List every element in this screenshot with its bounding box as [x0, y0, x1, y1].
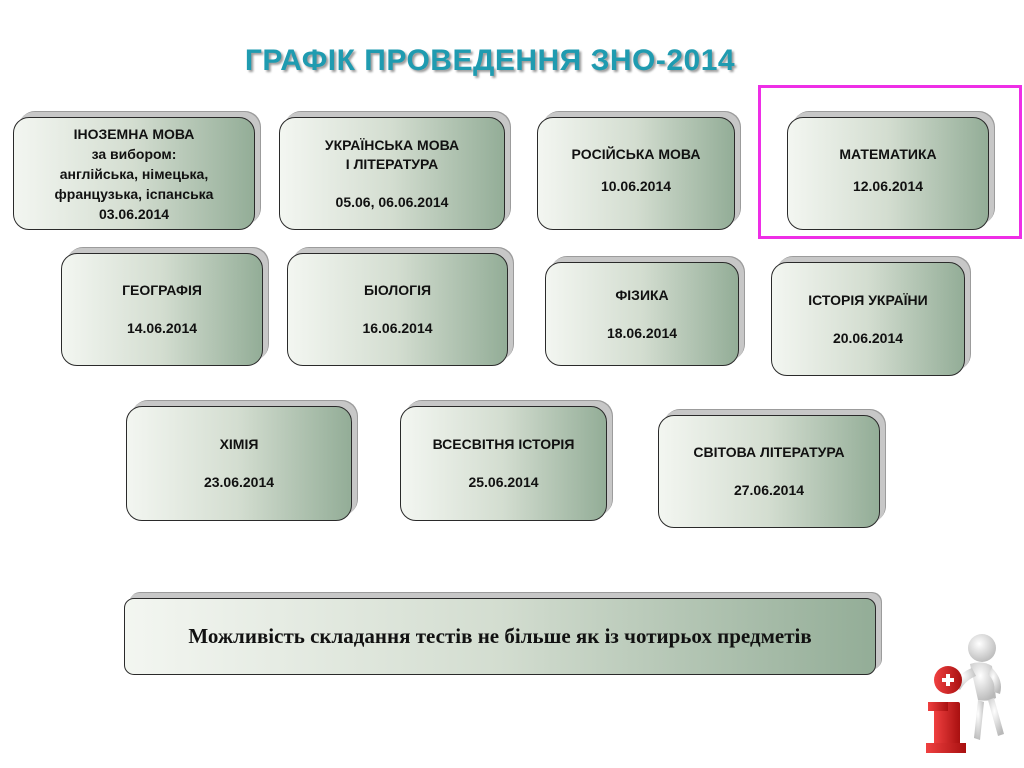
card-biology — [287, 253, 508, 366]
card-subject: ІСТОРІЯ УКРАЇНИ — [808, 291, 928, 308]
card-date: 10.06.2014 — [600, 178, 672, 194]
card-date: 20.06.2014 — [832, 329, 904, 346]
card-subject: ІНОЗЕМНА МОВА — [73, 125, 195, 142]
card-geography — [61, 253, 263, 366]
card-ukrainian-language — [279, 117, 505, 230]
card-subject: СВІТОВА ЛІТЕРАТУРА — [693, 444, 845, 460]
card-date: 14.06.2014 — [126, 320, 198, 336]
card-date: 27.06.2014 — [733, 482, 805, 498]
card-subtitle: французька, іспанська — [54, 185, 214, 202]
card-date: 16.06.2014 — [362, 320, 433, 336]
card-world-literature — [658, 415, 880, 528]
card-subject: ГЕОГРАФІЯ — [122, 282, 202, 298]
card-subject: МАТЕМАТИКА — [839, 146, 937, 162]
card-history-ukraine — [771, 262, 965, 376]
card-subject: ФІЗИКА — [615, 286, 669, 303]
card-subject: ХІМІЯ — [219, 436, 259, 452]
card-date: 03.06.2014 — [98, 205, 170, 222]
card-subtitle: І ЛІТЕРАТУРА — [345, 155, 439, 172]
card-subject: ВСЕСВІТНЯ ІСТОРІЯ — [432, 436, 575, 452]
card-world-history — [400, 406, 607, 521]
card-physics — [545, 262, 739, 366]
highlight-frame — [758, 85, 1022, 239]
card-chemistry — [126, 406, 352, 521]
card-subtitle: за вибором: — [91, 145, 177, 162]
card-date: 05.06, 06.06.2014 — [335, 193, 449, 210]
note-banner — [124, 598, 876, 675]
card-foreign-language — [13, 117, 255, 230]
note-text: Можливість складання тестів не більше як із чотирьох предметів — [188, 624, 812, 648]
card-date: 18.06.2014 — [606, 324, 678, 341]
page-title: ГРАФІК ПРОВЕДЕННЯ ЗНО-2014 — [244, 44, 736, 77]
card-subject: БІОЛОГІЯ — [363, 282, 432, 298]
card-date: 25.06.2014 — [468, 474, 539, 490]
card-russian-language — [537, 117, 735, 230]
card-subject: УКРАЇНСЬКА МОВА — [324, 136, 460, 153]
card-subtitle: англійська, німецька, — [59, 165, 209, 182]
info-figure-icon — [918, 628, 1014, 756]
card-subject: РОСІЙСЬКА МОВА — [571, 146, 701, 162]
card-date: 23.06.2014 — [203, 474, 275, 490]
card-date: 12.06.2014 — [852, 178, 924, 194]
